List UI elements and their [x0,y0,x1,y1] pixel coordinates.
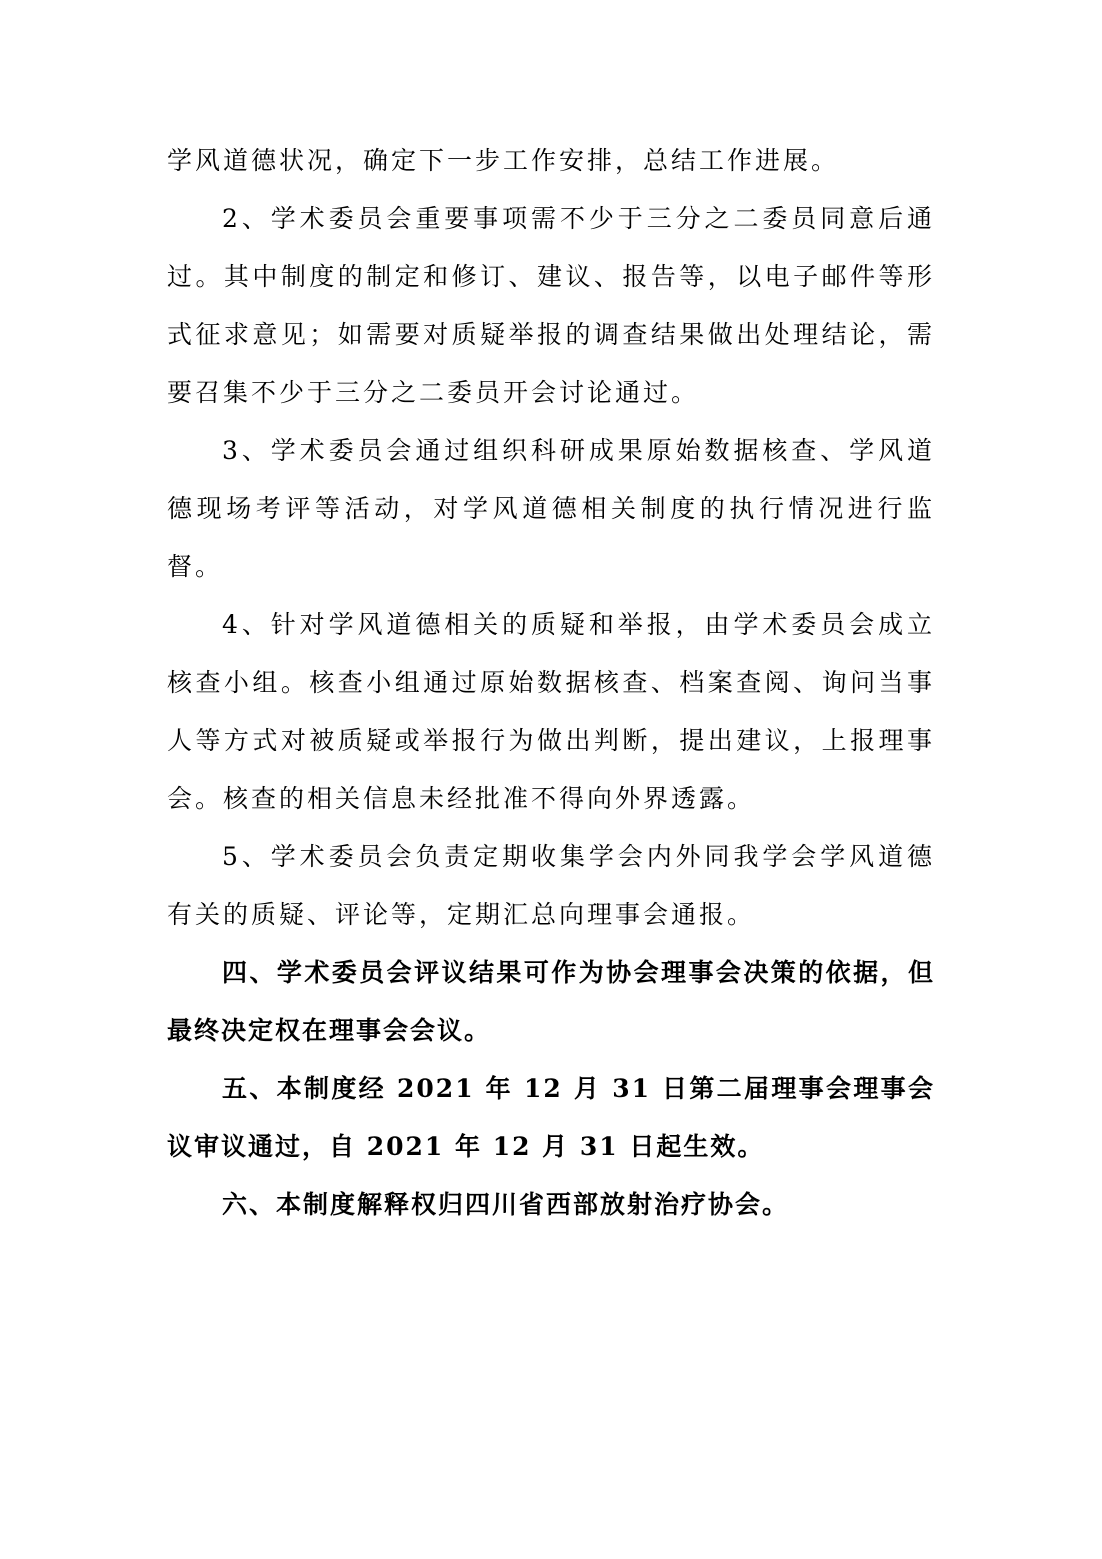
paragraph-item-5: 5、学术委员会负责定期收集学会内外同我学会学风道德有关的质疑、评论等，定期汇总向理事会通报。 [167,842,935,929]
article-four: 四、学术委员会评议结果可作为协会理事会决策的依据，但最终决定权在理事会会议。 [167,958,935,1045]
article-five: 五、本制度经 2021 年 12 月 31 日第二届理事会理事会议审议通过，自 2021 年 12 月 31 日起生效。 [167,1074,935,1161]
paragraph-item-3: 3、学术委员会通过组织科研成果原始数据核查、学风道德现场考评等活动，对学风道德相关制度的执行情况进行监督。 [167,436,935,581]
paragraph-item-2: 2、学术委员会重要事项需不少于三分之二委员同意后通过。其中制度的制定和修订、建议、报告等，以电子邮件等形式征求意见；如需要对质疑举报的调查结果做出处理结论，需要召集不少于三分之二委员开会讨论通过。 [167,204,935,407]
document-page [167,132,935,1234]
article-six: 六、本制度解释权归四川省西部放射治疗协会。 [222,1190,790,1219]
paragraph-item-4: 4、针对学风道德相关的质疑和举报，由学术委员会成立核查小组。核查小组通过原始数据核查、档案查阅、询问当事人等方式对被质疑或举报行为做出判断，提出建议，上报理事会。核查的相关信息未经批准不得向外界透露。 [167,610,935,813]
paragraph-continuation: 学风道德状况，确定下一步工作安排，总结工作进展。 [167,146,840,175]
